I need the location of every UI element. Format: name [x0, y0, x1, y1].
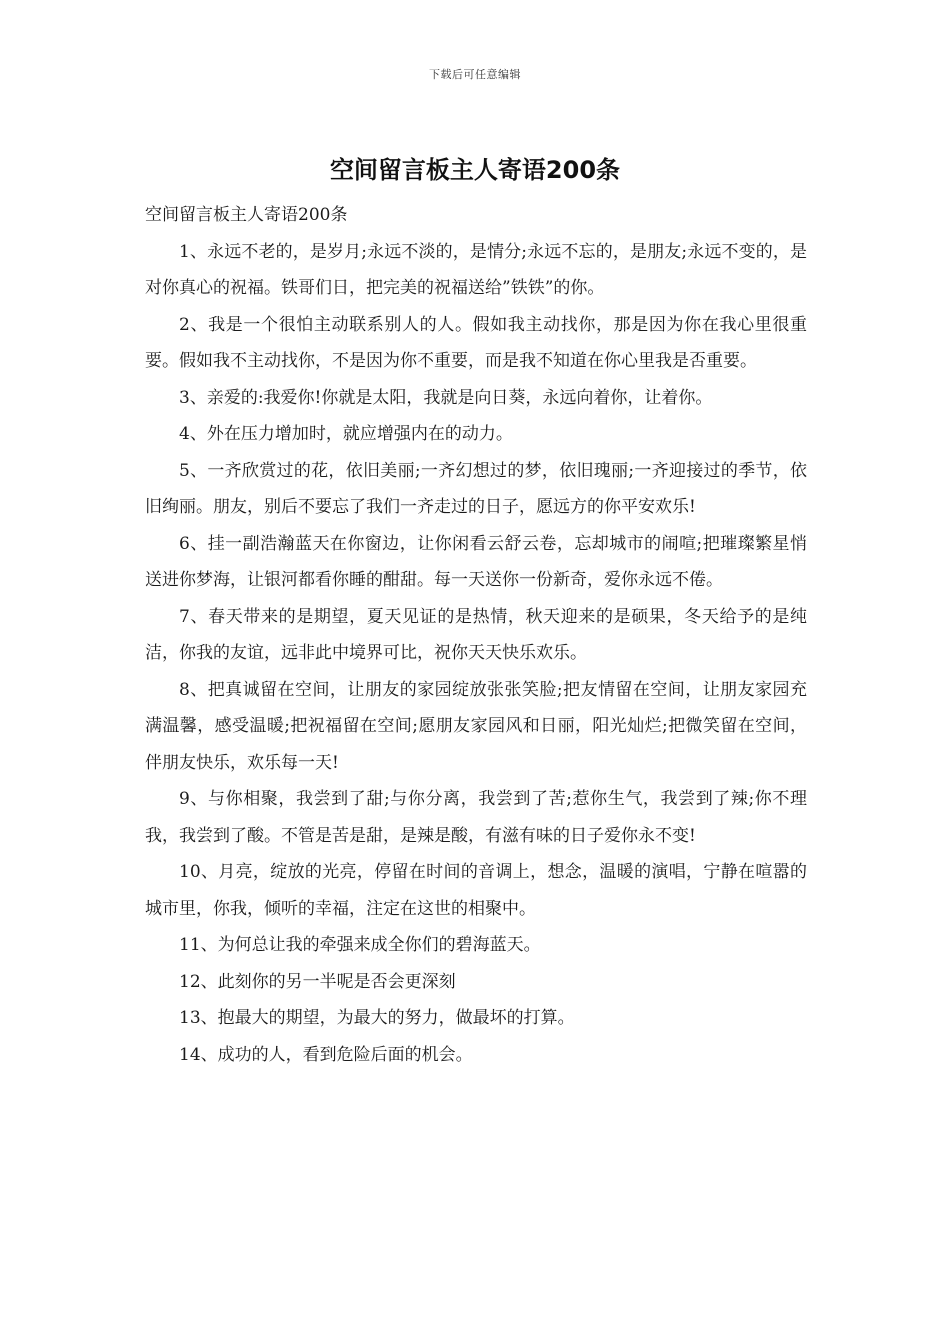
document-body: [145, 197, 807, 1073]
page-header-note: 下载后可任意编辑: [429, 68, 521, 81]
paragraph-13: 13、抱最大的期望，为最大的努力，做最坏的打算。: [179, 1008, 575, 1028]
paragraph-10: 10、月亮，绽放的光亮，停留在时间的音调上，想念，温暖的演唱，宁静在喧嚣的城市里，你我，倾听的幸福，注定在这世的相聚中。: [145, 862, 807, 919]
paragraph-3: 3、亲爱的:我爱你!你就是太阳，我就是向日葵，永远向着你，让着你。: [179, 387, 713, 408]
paragraph-14: 14、成功的人，看到危险后面的机会。: [179, 1044, 473, 1065]
paragraph-4: 4、外在压力增加时，就应增强内在的动力。: [179, 424, 513, 444]
paragraph-5: 5、一齐欣赏过的花，依旧美丽;一齐幻想过的梦，依旧瑰丽;一齐迎接过的季节，依旧绚丽。朋友，别后不要忘了我们一齐走过的日子，愿远方的你平安欢乐!: [145, 460, 807, 517]
paragraph-9: 9、与你相聚，我尝到了甜;与你分离，我尝到了苦;惹你生气，我尝到了辣;你不理我，我尝到了酸。不管是苦是甜，是辣是酸，有滋有味的日子爱你永不变!: [145, 789, 807, 846]
paragraph-1: 1、永远不老的，是岁月;永远不淡的，是情分;永远不忘的，是朋友;永远不变的，是对你真心的祝福。铁哥们日，把完美的祝福送给”铁铁”的你。: [145, 241, 807, 298]
paragraph-12: 12、此刻你的另一半呢是否会更深刻: [179, 971, 456, 992]
paragraph-6: 6、挂一副浩瀚蓝天在你窗边，让你闲看云舒云卷，忘却城市的闹喧;把璀璨繁星悄送进你梦海，让银河都看你睡的酣甜。每一天送你一份新奇，爱你永远不倦。: [145, 533, 807, 590]
document-subtitle: 空间留言板主人寄语200条: [145, 205, 348, 225]
paragraph-7: 7、春天带来的是期望，夏天见证的是热情，秋天迎来的是硕果，冬天给予的是纯洁，你我的友谊，远非此中境界可比，祝你天天快乐欢乐。: [145, 606, 807, 663]
paragraph-2: 2、我是一个很怕主动联系别人的人。假如我主动找你，那是因为你在我心里很重要。假如我不主动找你，不是因为你不重要，而是我不知道在你心里我是否重要。: [145, 314, 807, 371]
document-title: 空间留言板主人寄语200条: [329, 156, 621, 184]
paragraph-8: 8、把真诚留在空间，让朋友的家园绽放张张笑脸;把友情留在空间，让朋友家园充满温馨，感受温暖;把祝福留在空间;愿朋友家园风和日丽，阳光灿烂;把微笑留在空间，伴朋友快乐，欢乐每一天!: [145, 679, 807, 773]
paragraph-11: 11、为何总让我的牵强来成全你们的碧海蓝天。: [179, 935, 541, 955]
